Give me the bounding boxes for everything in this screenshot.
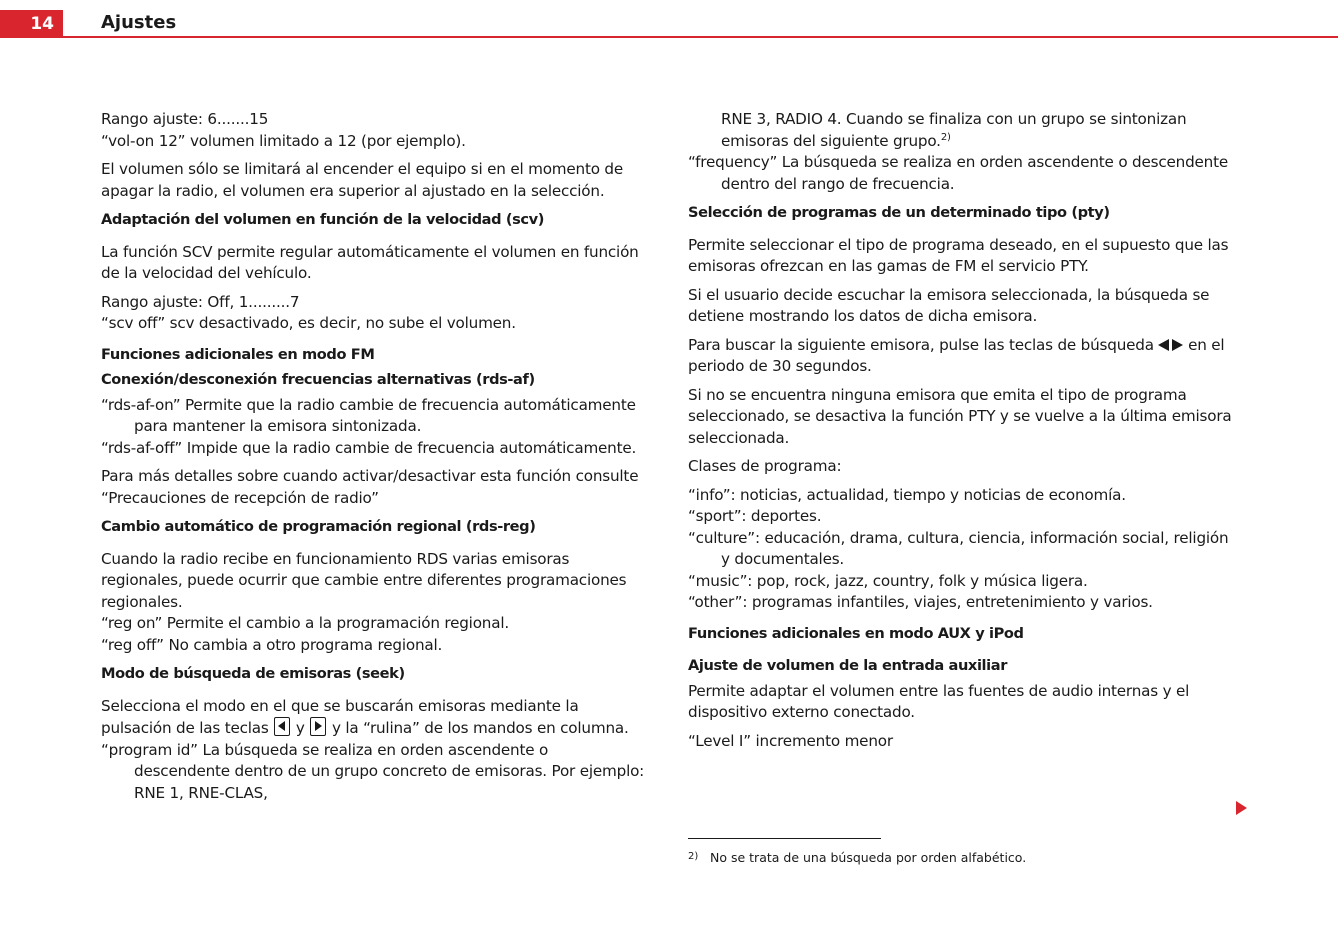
paragraph: Rango ajuste: 6.......15 [101, 110, 269, 128]
paragraph: Permite seleccionar el tipo de programa deseado, en el supuesto que las emisoras ofrezcan en las gamas de FM el servicio PTY. [688, 235, 1229, 275]
paragraph: Si el usuario decide escuchar la emisora seleccionada, la búsqueda se detiene mostrando los datos de dicha emisora. [688, 285, 1210, 325]
section-heading: Cambio automático de programación regional (rds-reg) [101, 518, 536, 535]
section-heading: Modo de búsqueda de emisoras (seek) [101, 665, 405, 682]
paragraph: “other”: programas infantiles, viajes, entretenimiento y varios. [688, 593, 1153, 611]
text-span: Para buscar la siguiente emisora, pulse las teclas de búsqueda [688, 335, 1154, 354]
footnote-rule [688, 838, 881, 839]
seek-left-key-icon [274, 717, 290, 736]
text-span: y la “rulina” de los mandos en columna. [331, 719, 629, 737]
paragraph: “culture”: educación, drama, cultura, ciencia, información social, religión y documentales. [688, 528, 1229, 568]
paragraph [101, 696, 646, 740]
footnote [688, 850, 1026, 865]
right-column [688, 109, 1236, 759]
paragraph: “info”: noticias, actualidad, tiempo y noticias de economía. [688, 485, 1126, 504]
header-rule [0, 36, 1338, 38]
paragraph: “frequency” La búsqueda se realiza en orden ascendente o descendente dentro del rango de frecuencia. [688, 153, 1228, 193]
paragraph [688, 109, 1236, 152]
paragraph: Cuando la radio recibe en funcionamiento RDS varias emisoras regionales, puede ocurrir que cambie entre diferentes programaciones regionales. [101, 549, 627, 611]
section-heading: Selección de programas de un determinado tipo (pty) [688, 204, 1110, 221]
paragraph: “scv off” scv desactivado, es decir, no sube el volumen. [101, 314, 516, 332]
paragraph: La función SCV permite regular automáticamente el volumen en función de la velocidad del vehículo. [101, 242, 639, 282]
paragraph [688, 335, 1236, 378]
page-title: Ajustes [101, 12, 177, 33]
footnote-mark: 2) [688, 851, 699, 862]
footnote-text: No se trata de una búsqueda por orden alfabético. [710, 850, 1027, 865]
paragraph: “program id” La búsqueda se realiza en orden ascendente o descendente dentro de un grupo concreto de emisoras. Por ejemplo: RNE 1, RNE-CLAS, [101, 740, 645, 802]
seek-right-arrow-icon [1172, 339, 1183, 351]
paragraph: “reg off” No cambia a otro programa regional. [101, 635, 443, 654]
seek-right-key-icon [310, 717, 326, 736]
paragraph: “Level I” incremento menor [688, 731, 893, 750]
paragraph: “rds-af-on” Permite que la radio cambie de frecuencia automáticamente para mantener la emisora sintonizada. [101, 395, 636, 435]
continue-arrow-icon [1236, 801, 1247, 815]
paragraph: “music”: pop, rock, jazz, country, folk y música ligera. [688, 571, 1088, 590]
left-column [101, 109, 646, 811]
paragraph: Rango ajuste: Off, 1.........7 [101, 292, 300, 311]
section-heading: Conexión/desconexión frecuencias alternativas (rds-af) [101, 371, 535, 388]
paragraph: “vol-on 12” volumen limitado a 12 (por ejemplo). [101, 131, 466, 150]
paragraph: El volumen sólo se limitará al encender el equipo si en el momento de apagar la radio, el volumen era superior al ajustado en la selección. [101, 160, 624, 200]
text-span: en el periodo de 30 segundos. [688, 335, 1225, 375]
paragraph: Permite adaptar el volumen entre las fuentes de audio internas y el dispositivo externo conectado. [688, 681, 1190, 721]
paragraph: Para más detalles sobre cuando activar/desactivar esta función consulte “Precauciones de recepción de radio” [101, 467, 639, 507]
page-number: 14 [0, 10, 63, 38]
text-span: Selecciona el modo en el que se buscarán emisoras mediante la pulsación de las teclas [101, 696, 579, 737]
paragraph: “sport”: deportes. [688, 507, 822, 525]
section-heading: Adaptación del volumen en función de la velocidad (scv) [101, 211, 545, 228]
seek-left-arrow-icon [1158, 339, 1169, 351]
paragraph: Si no se encuentra ninguna emisora que emita el tipo de programa seleccionado, se desactiva la función PTY y se vuelve a la última emisora seleccionada. [688, 385, 1232, 447]
paragraph: “reg on” Permite el cambio a la programación regional. [101, 614, 509, 632]
footnote-ref: 2) [940, 131, 951, 143]
text-span: RNE 3, RADIO 4. Cuando se finaliza con un grupo se sintonizan emisoras del siguiente grupo. [721, 110, 1187, 150]
paragraph: “rds-af-off” Impide que la radio cambie de frecuencia automáticamente. [101, 438, 637, 457]
section-heading: Funciones adicionales en modo FM [101, 345, 375, 363]
text-span: y [295, 719, 305, 737]
section-heading: Funciones adicionales en modo AUX y iPod [688, 624, 1024, 642]
paragraph: Clases de programa: [688, 457, 842, 475]
section-heading: Ajuste de volumen de la entrada auxiliar [688, 657, 1008, 674]
